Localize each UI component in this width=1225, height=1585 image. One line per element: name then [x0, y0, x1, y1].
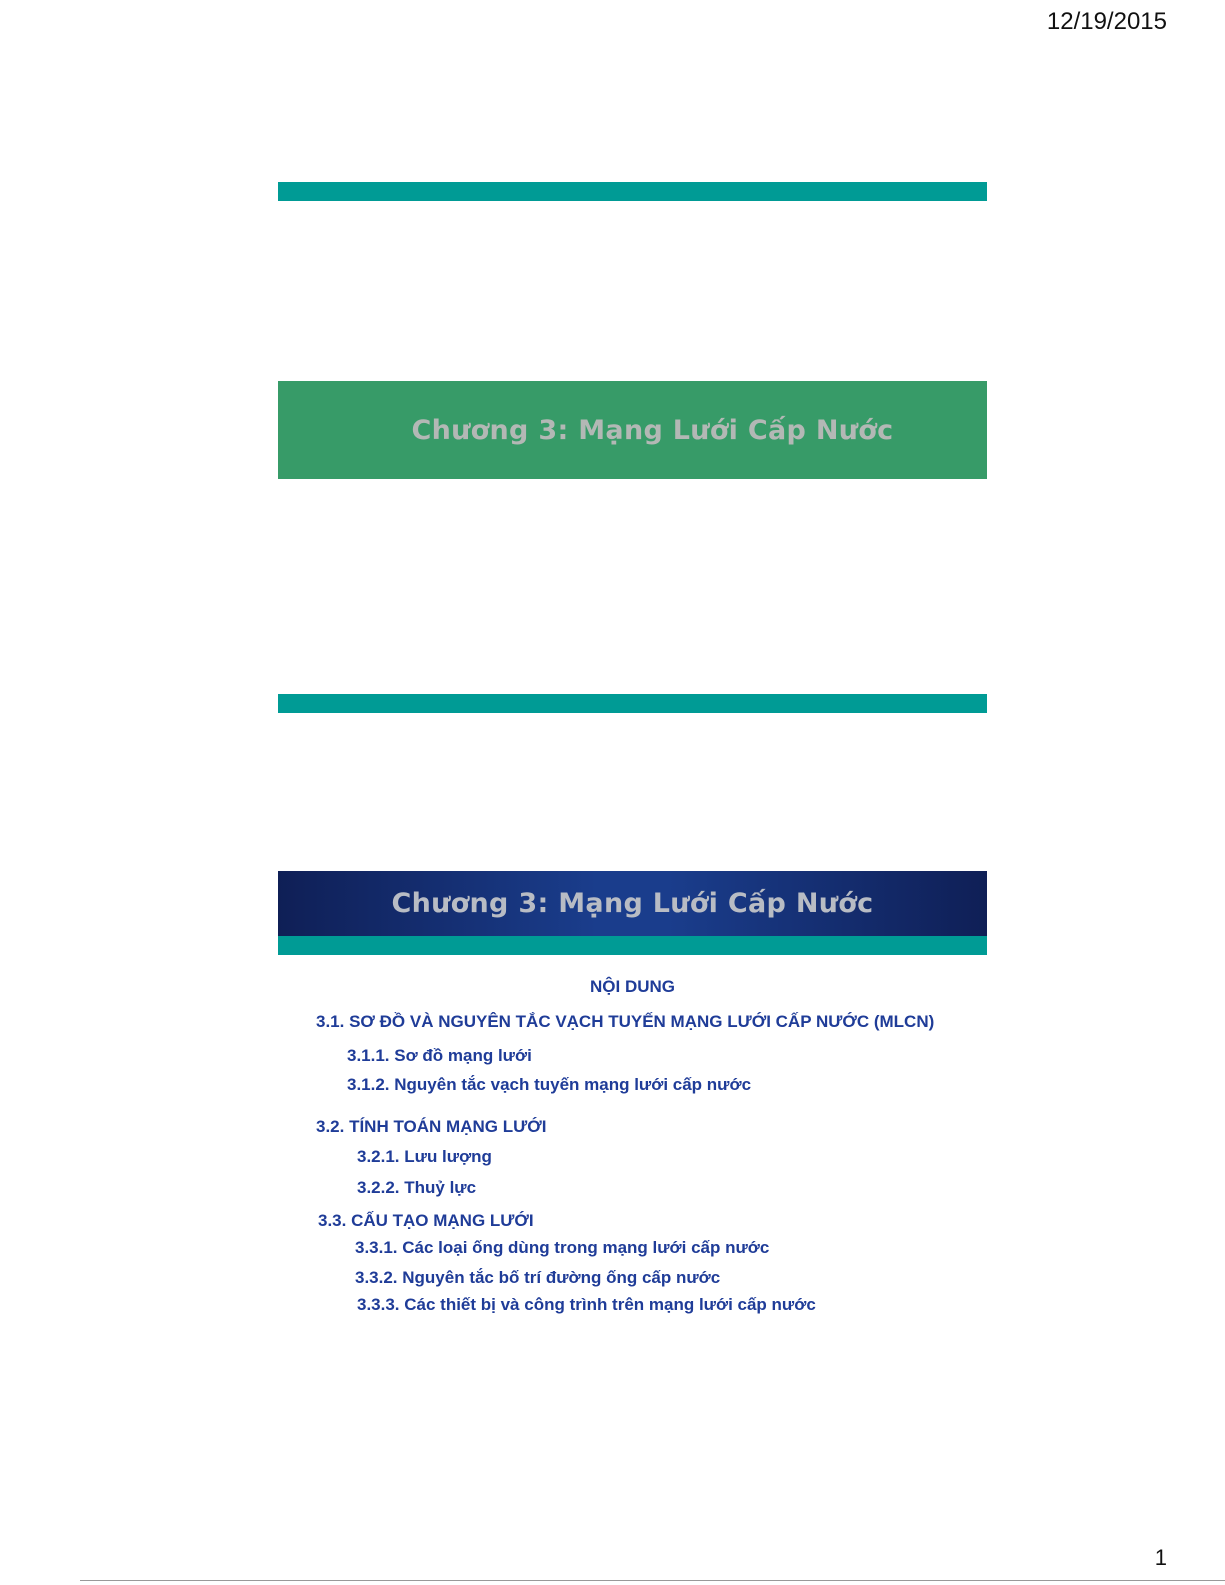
table-of-contents — [278, 871, 987, 1331]
page-date: 12/19/2015 — [1046, 8, 1167, 35]
toc-item: 3.3.3. Các thiết bị và công trình trên mạng lưới cấp nước — [357, 1295, 816, 1314]
toc-item: 3.2.2. Thuỷ lực — [357, 1178, 477, 1197]
slide-1-title: Chương 3: Mạng Lưới Cấp Nước — [411, 414, 894, 446]
slide-1-bottom-bar — [278, 694, 987, 713]
toc-heading: NỘI DUNG — [590, 977, 675, 996]
slide-1 — [278, 182, 987, 713]
toc-item: 3.2. TÍNH TOÁN MẠNG LƯỚI — [316, 1117, 547, 1136]
slide-2 — [278, 871, 987, 1331]
slide-1-title-band — [278, 381, 987, 479]
toc-item: 3.1.1. Sơ đồ mạng lưới — [347, 1046, 532, 1065]
toc-item: 3.3.2. Nguyên tắc bố trí đường ống cấp nước — [355, 1268, 721, 1287]
toc-item: 3.2.1. Lưu lượng — [357, 1147, 492, 1166]
page-number: 1 — [1154, 1545, 1167, 1570]
bottom-divider — [80, 1580, 1225, 1581]
toc-item: 3.3. CẤU TẠO MẠNG LƯỚI — [318, 1211, 534, 1230]
slide-1-top-bar — [278, 182, 987, 201]
toc-item: 3.1. SƠ ĐỒ VÀ NGUYÊN TẮC VẠCH TUYẾN MẠNG LƯỚI CẤP NƯỚC (MLCN) — [316, 1012, 935, 1031]
toc-item: 3.3.1. Các loại ống dùng trong mạng lưới cấp nước — [355, 1238, 770, 1257]
slide-2-title: Chương 3: Mạng Lưới Cấp Nước — [391, 888, 874, 919]
toc-item: 3.1.2. Nguyên tắc vạch tuyến mạng lưới cấp nước — [347, 1075, 752, 1094]
